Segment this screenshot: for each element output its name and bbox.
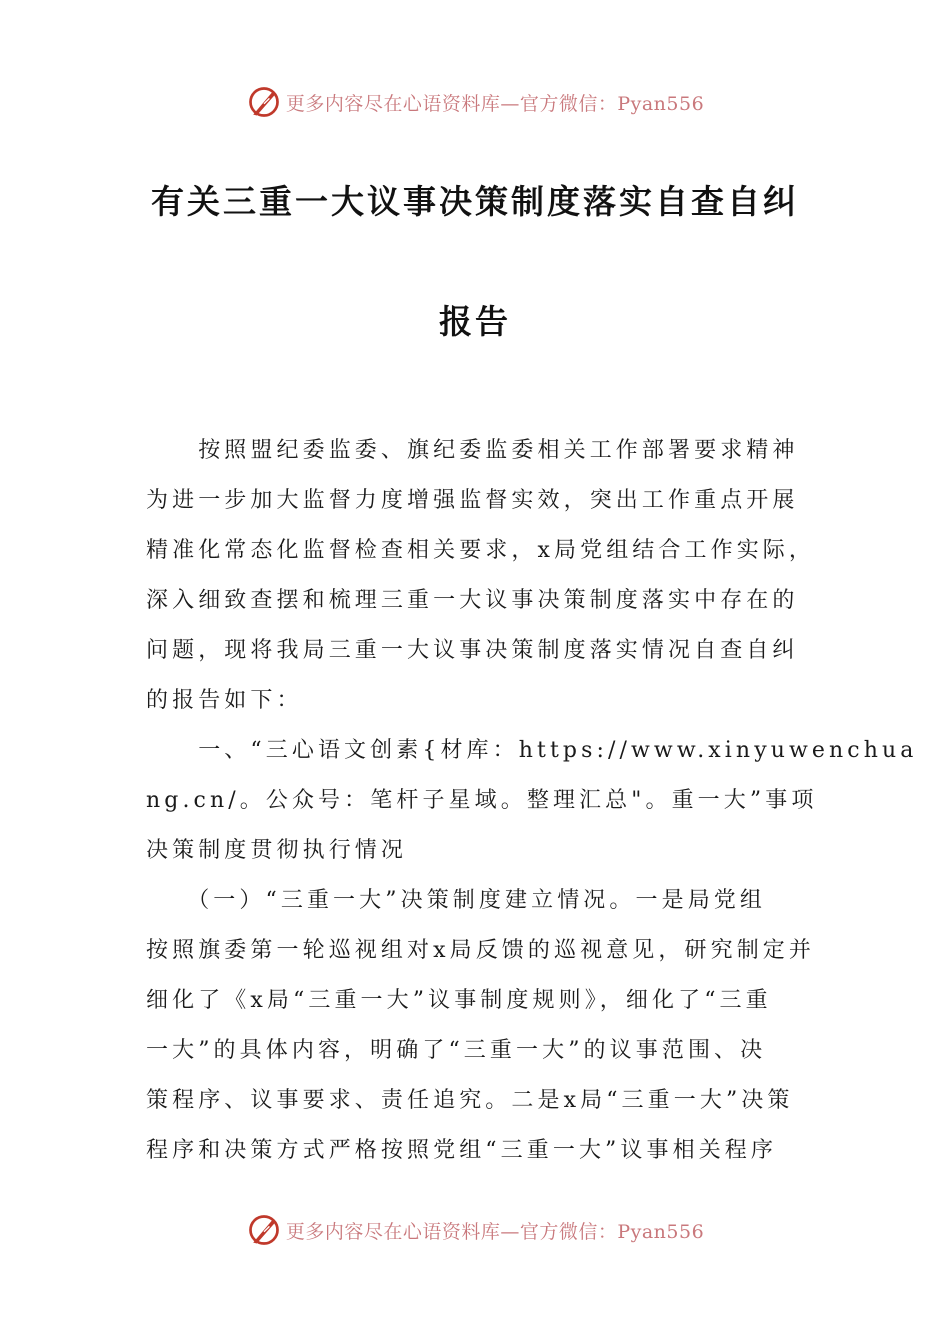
body-line: 细化了《x局“三重一大”议事制度规则》，细化了“三重	[146, 988, 772, 1013]
banner-text: 更多内容尽在心语资料库—官方微信：Pyan556	[285, 92, 705, 115]
quill-pen-logo-icon	[246, 1212, 282, 1248]
footer-watermark-banner	[0, 1210, 950, 1250]
body-line: ng.cn/。公众号：笔杆子星域。整理汇总"。重一大”事项	[146, 788, 818, 813]
body-line: （一）“三重一大”决策制度建立情况。一是局党组	[146, 888, 766, 913]
document-title-line-1: 有关三重一大议事决策制度落实自查自纠	[151, 182, 799, 221]
header-watermark-banner	[0, 82, 950, 122]
body-line: 程序和决策方式严格按照党组“三重一大”议事相关程序	[146, 1138, 777, 1163]
body-line: 深入细致查摆和梳理三重一大议事决策制度落实中存在的	[146, 588, 799, 613]
body-line: 策程序、议事要求、责任追究。二是x局“三重一大”决策	[146, 1088, 794, 1113]
quill-pen-logo-icon	[246, 84, 282, 120]
document-title-line-2: 报告	[439, 302, 511, 341]
body-line: 的报告如下：	[146, 688, 303, 713]
body-line: 一、“三心语文创素{材库：https://www.xinyuwenchua	[146, 738, 918, 763]
body-line: 按照旗委第一轮巡视组对x局反馈的巡视意见，研究制定并	[146, 938, 816, 963]
body-line: 按照盟纪委监委、旗纪委监委相关工作部署要求精神	[146, 438, 799, 463]
body-line: 决策制度贯彻执行情况	[146, 838, 408, 863]
body-line: 精准化常态化监督检查相关要求，x局党组结合工作实际，	[146, 538, 816, 563]
body-line: 一大”的具体内容，明确了“三重一大”的议事范围、决	[146, 1038, 767, 1063]
document-body	[146, 426, 918, 1176]
banner-text: 更多内容尽在心语资料库—官方微信：Pyan556	[285, 1220, 705, 1243]
body-line: 为进一步加大监督力度增强监督实效，突出工作重点开展	[146, 488, 799, 513]
body-line: 问题，现将我局三重一大议事决策制度落实情况自查自纠	[146, 638, 799, 663]
